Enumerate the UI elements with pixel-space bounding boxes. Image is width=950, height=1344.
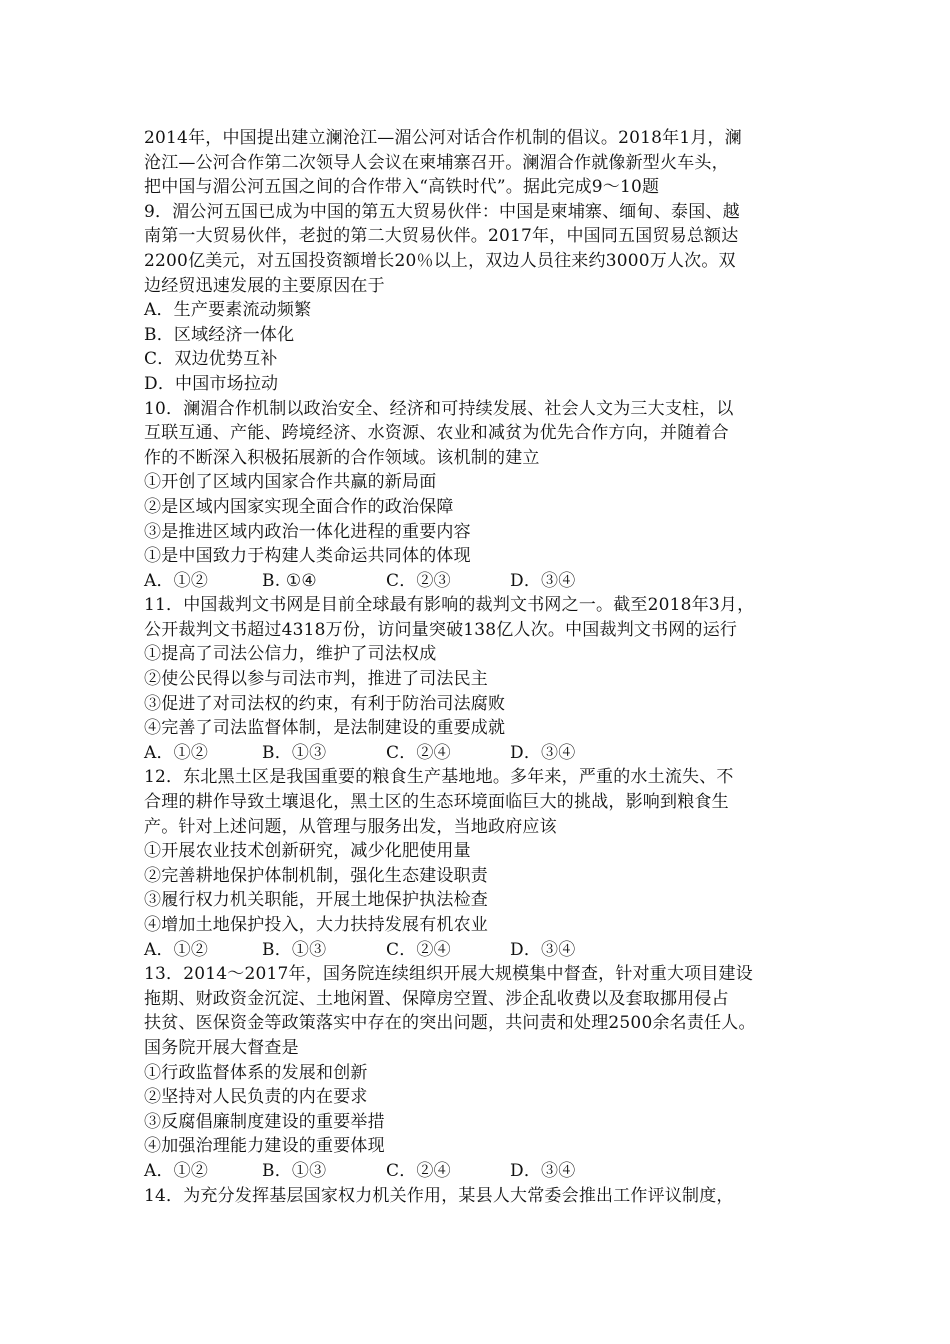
- statement-item: ②是区域内国家实现全面合作的政治保障: [144, 496, 454, 517]
- statement-item: ①行政监督体系的发展和创新: [144, 1062, 368, 1083]
- question-stem-line: 2200亿美元，对五国投资额增长20％以上，双边人员往来约3000万人次。双: [144, 250, 736, 271]
- question-stem-line: 边经贸迅速发展的主要原因在于: [144, 275, 385, 296]
- question-13: [144, 962, 824, 1183]
- statement-item: ④增加土地保护投入，大力扶持发展有机农业: [144, 915, 488, 935]
- option-d: D．③④: [510, 570, 576, 591]
- statement-item: ①提高了司法公信力，维护了司法权成: [144, 644, 437, 665]
- statement-item: ②坚持对人民负责的内在要求: [144, 1087, 368, 1108]
- option-c: C．②④: [386, 742, 451, 763]
- choice-c: C．双边优势互补: [144, 349, 278, 370]
- statement-item: ③反腐倡廉制度建设的重要举措: [144, 1111, 385, 1132]
- question-stem-line: 11．中国裁判文书网是目前全球最有影响的裁判文书网之一。截至2018年3月，: [144, 595, 755, 616]
- statement-item: ④加强治理能力建设的重要体现: [144, 1136, 385, 1157]
- question-14: [144, 1184, 824, 1209]
- statement-item: ③履行权力机关职能，开展土地保护执法检查: [144, 890, 488, 911]
- statement-item: ③是推进区域内政治一体化进程的重要内容: [144, 521, 471, 542]
- question-stem-line: 扶贫、医保资金等政策落实中存在的突出问题，共问责和处理2500余名责任人。: [144, 1013, 756, 1034]
- choice-d: D．中国市场拉动: [144, 373, 279, 394]
- question-11: [144, 593, 824, 765]
- question-stem-line: 南第一大贸易伙伴，老挝的第二大贸易伙伴。2017年，中国同五国贸易总额达: [144, 226, 739, 247]
- question-12: [144, 765, 824, 962]
- intro-passage: [144, 126, 824, 200]
- statement-item: ①开展农业技术创新研究，减少化肥使用量: [144, 841, 471, 862]
- option-c: C．②③: [386, 570, 451, 591]
- option-d: D．③④: [510, 742, 576, 763]
- text-line: 把中国与湄公河五国之间的合作带入“高铁时代”。据此完成9～10题: [144, 177, 660, 198]
- question-stem-line: 公开裁判文书超过4318万份，访问量突破138亿人次。中国裁判文书网的运行: [144, 619, 738, 640]
- statement-item: ②使公民得以参与司法市判，推进了司法民主: [144, 669, 488, 690]
- statement-item: ②完善耕地保护体制机制，强化生态建设职责: [144, 865, 488, 886]
- option-c: C．②④: [386, 1160, 451, 1181]
- option-a: A．①②: [144, 742, 209, 763]
- option-d: D．③④: [510, 939, 576, 960]
- statement-item: ③促进了对司法权的约束，有利于防治司法腐败: [144, 693, 506, 714]
- option-b: B. ①④: [262, 570, 317, 591]
- choice-a: A．生产要素流动频繁: [144, 300, 312, 321]
- question-stem-line: 互联互通、产能、跨境经济、水资源、农业和减贫为优先合作方向，并随着合: [144, 423, 729, 444]
- answer-options: [144, 1159, 824, 1184]
- question-stem-line: 9．湄公河五国已成为中国的第五大贸易伙伴：中国是柬埔寨、缅甸、泰国、越: [144, 201, 740, 222]
- question-stem-line: 产。针对上述问题，从管理与服务出发，当地政府应该: [144, 816, 557, 837]
- option-c: C．②④: [386, 939, 451, 960]
- text-line: 2014年，中国提出建立澜沧江—湄公河对话合作机制的倡议。2018年1月，澜: [144, 128, 742, 148]
- option-a: A．①②: [144, 570, 209, 591]
- option-b: B．①③: [262, 1160, 327, 1181]
- option-b: B．①③: [262, 742, 327, 763]
- question-stem-line: 作的不断深入积极拓展新的合作领域。该机制的建立: [144, 447, 540, 468]
- option-a: A．①②: [144, 939, 209, 960]
- statement-item: ①开创了区域内国家合作共赢的新局面: [144, 472, 437, 493]
- answer-options: [144, 741, 824, 766]
- statement-item: ①是中国致力于构建人类命运共同体的体现: [144, 546, 471, 567]
- question-stem-line: 12．东北黑土区是我国重要的粮食生产基地地。多年来，严重的水土流失、不: [144, 767, 734, 788]
- choice-b: B．区域经济一体化: [144, 324, 295, 345]
- question-stem-line: 国务院开展大督查是: [144, 1037, 299, 1058]
- question-stem-line: 合理的耕作导致土壤退化，黑土区的生态环境面临巨大的挑战，影响到粮食生: [144, 792, 729, 813]
- question-stem-line: 14．为充分发挥基层国家权力机关作用，某县人大常委会推出工作评议制度，: [144, 1185, 734, 1206]
- text-line: 沧江—公河合作第二次领导人会议在柬埔寨召开。澜湄合作就像新型火车头，: [144, 152, 729, 173]
- question-stem-line: 10．澜湄合作机制以政治安全、经济和可持续发展、社会人文为三大支柱，以: [144, 398, 734, 419]
- answer-options: [144, 938, 824, 963]
- exam-page: [144, 126, 824, 1208]
- question-9: [144, 200, 824, 397]
- statement-item: ④完善了司法监督体制，是法制建设的重要成就: [144, 718, 506, 739]
- question-stem-line: 13．2014～2017年，国务院连续组织开展大规模集中督查，针对重大项目建设: [144, 964, 753, 985]
- question-stem-line: 拖期、财政资金沉淀、土地闲置、保障房空置、涉企乱收费以及套取挪用侵占: [144, 988, 729, 1009]
- option-a: A．①②: [144, 1160, 209, 1181]
- option-b: B．①③: [262, 939, 327, 960]
- answer-options: [144, 569, 824, 594]
- question-10: [144, 397, 824, 594]
- option-d: D．③④: [510, 1160, 576, 1181]
